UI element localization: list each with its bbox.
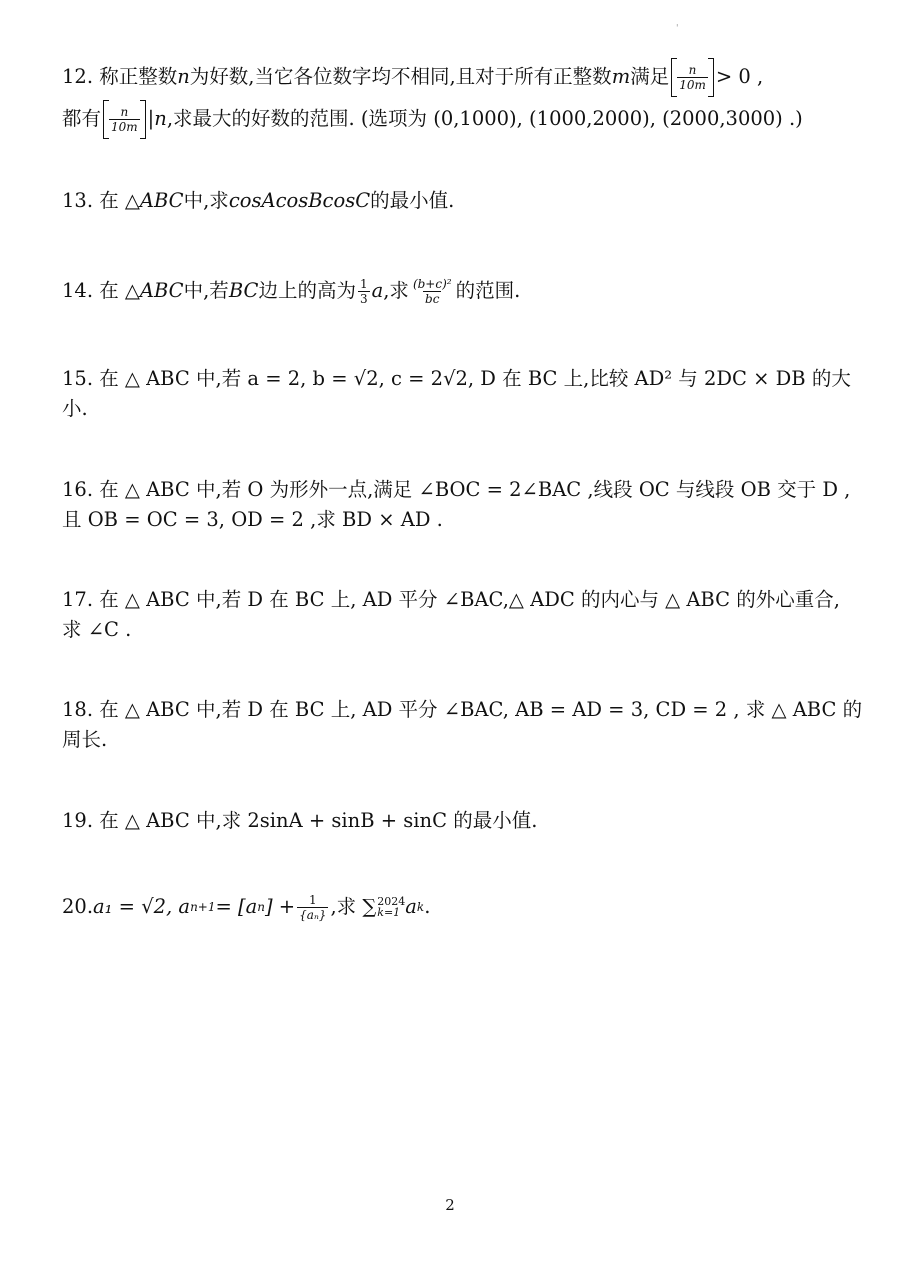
problem-17 — [62, 585, 842, 645]
sum-limits — [377, 896, 405, 918]
denominator: 3 — [359, 291, 368, 306]
problem-13 — [62, 186, 842, 216]
problem-12-line-1 — [62, 58, 842, 96]
text: | — [147, 107, 155, 130]
problem-18-line-2: 周长. — [62, 728, 108, 751]
denominator: bc — [425, 291, 440, 306]
denominator: 10m — [679, 77, 706, 92]
problem-15-line-2: 小. — [62, 397, 88, 420]
expression: a₁ = √2, a — [93, 895, 191, 918]
text: 都有 — [62, 107, 102, 130]
problem-14 — [62, 276, 842, 306]
fraction-n-over-10m — [109, 105, 140, 134]
text: ,求 ∑ — [330, 895, 377, 918]
text: 的最小值. — [370, 189, 455, 212]
side-name: BC — [228, 279, 259, 302]
text: 中,若 — [183, 279, 229, 302]
problem-16-line-1: 16. 在 △ ABC 中,若 O 为形外一点,满足 ∠BOC = 2∠BAC ,线段 OC 与线段 OB 交于 D , — [62, 478, 851, 501]
floor-bracket — [103, 100, 146, 138]
text: 14. 在 △ — [62, 279, 140, 302]
text: 13. 在 △ — [62, 189, 140, 212]
problem-17-line-1: 17. 在 △ ABC 中,若 D 在 BC 上, AD 平分 ∠BAC,△ ADC 的内心与 △ ABC 的外心重合, — [62, 588, 840, 611]
page-number: 2 — [445, 1196, 455, 1214]
problem-12 — [62, 58, 842, 138]
numerator: n — [120, 104, 129, 119]
var-m: m — [611, 65, 631, 88]
fraction-one-third — [358, 277, 370, 306]
problem-16-line-2: 且 OB = OC = 3, OD = 2 ,求 BD × AD . — [62, 508, 443, 531]
text: 边上的高为 — [258, 279, 356, 302]
problem-20 — [62, 892, 842, 922]
triangle-name: ABC — [139, 279, 184, 302]
text: 的范围. — [455, 279, 521, 302]
problem-12-line-2 — [62, 100, 842, 138]
problem-19-line: 19. 在 △ ABC 中,求 2sinA + sinB + sinC 的最小值. — [62, 809, 538, 832]
problem-15-line-1: 15. 在 △ ABC 中,若 a = 2, b = √2, c = 2√2, D 在 BC 上,比较 AD² 与 2DC × DB 的大 — [62, 367, 851, 390]
numerator: (b+c)² — [412, 276, 452, 291]
floor-bracket — [671, 58, 714, 96]
problem-17-line-2: 求 ∠C . — [62, 618, 132, 641]
problem-15 — [62, 364, 851, 424]
fraction-reciprocal — [297, 893, 328, 922]
text: 为好数,当它各位数字均不相同,且对于所有正整数 — [189, 65, 612, 88]
text: 满足 — [630, 65, 670, 88]
problem-18 — [62, 695, 863, 755]
problem-18-line-1: 18. 在 △ ABC 中,若 D 在 BC 上, AD 平分 ∠BAC, AB = AD = 3, CD = 2 , 求 △ ABC 的 — [62, 698, 863, 721]
var-a: a — [371, 279, 384, 302]
var-n: n — [177, 65, 190, 88]
text: 中,求 — [183, 189, 229, 212]
numerator: 1 — [359, 276, 368, 291]
numerator: n — [688, 62, 697, 77]
sum-upper: 2024 — [377, 895, 406, 908]
fraction-bc — [411, 277, 454, 306]
text: 12. 称正整数 — [62, 65, 178, 88]
denominator: 10m — [111, 119, 138, 134]
expression: a — [405, 895, 417, 918]
problem-16 — [62, 475, 851, 535]
fraction-n-over-10m — [677, 63, 708, 92]
text: ,求最大的好数的范围. (选项为 (0,1000), (1000,2000), (2000,3000) .) — [166, 107, 803, 130]
expression: ] + — [265, 895, 296, 918]
expression: cosAcosBcosC — [228, 189, 371, 212]
var-n: n — [154, 107, 167, 130]
problem-13-line — [62, 186, 842, 216]
corner-mark: ' — [676, 24, 679, 34]
text: . — [424, 895, 431, 918]
denominator: {aₙ} — [299, 907, 327, 922]
numerator: 1 — [308, 892, 317, 907]
triangle-name: ABC — [139, 189, 184, 212]
text: ,求 — [383, 279, 409, 302]
text: > 0 , — [715, 65, 764, 88]
problem-14-line — [62, 276, 842, 306]
problem-19 — [62, 806, 842, 836]
text: 20. — [62, 895, 94, 918]
expression: = [a — [215, 895, 258, 918]
problem-20-line: 20. a₁ = √2, a n+1 = [a n ] + $\frac{1}{\text{\{aₙ\}}}$ ,求 ∑ 2024 k=1 a k . — [62, 892, 431, 922]
sum-lower: k=1 — [377, 906, 401, 919]
